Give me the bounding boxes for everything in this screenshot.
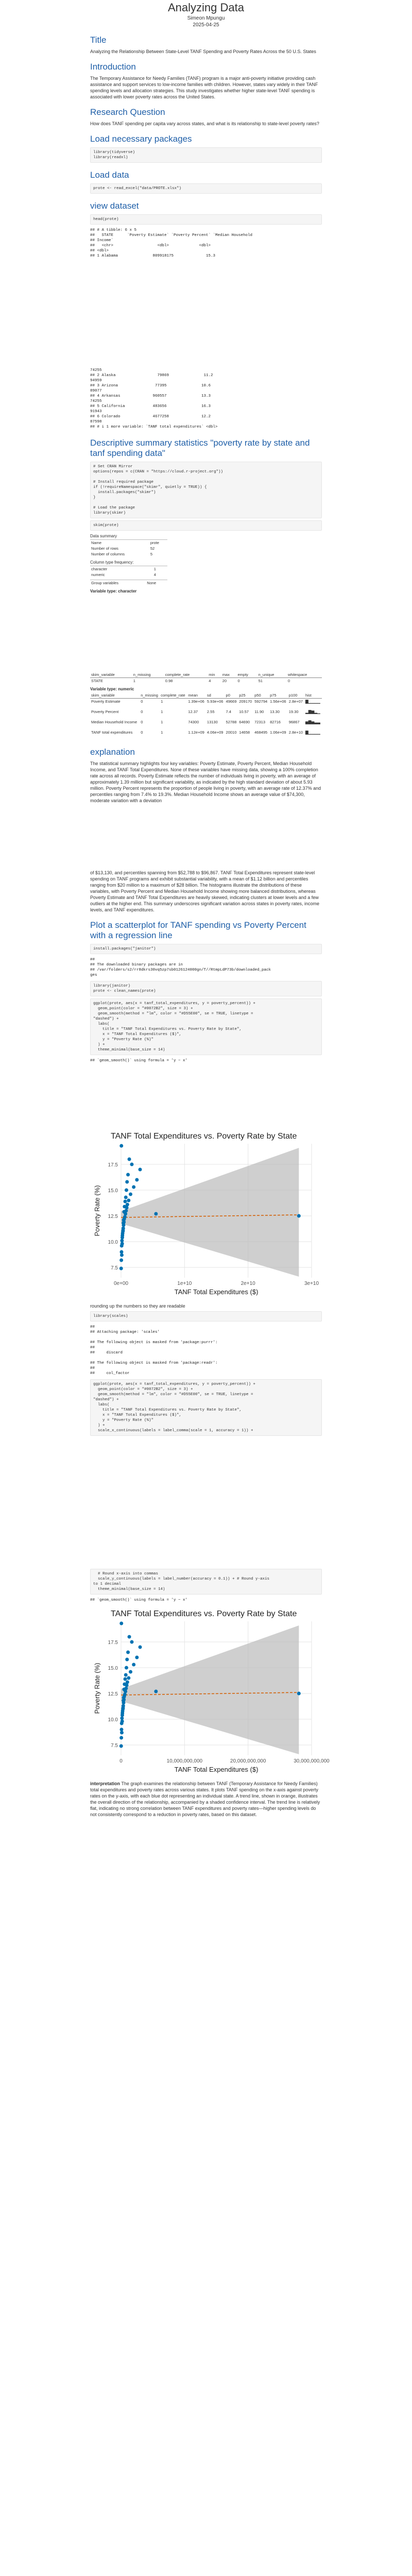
- table-row: [90, 730, 322, 740]
- column-header: hist: [304, 692, 322, 699]
- column-header: p100: [288, 692, 304, 699]
- column-header: skim_variable: [90, 692, 140, 699]
- blank-space: [90, 1438, 322, 1567]
- table-cell: 209170: [239, 699, 252, 704]
- data-point: [154, 1690, 158, 1693]
- column-header: p50: [253, 692, 269, 699]
- data-point: [119, 1736, 123, 1740]
- table-cell: 5.93e+06: [207, 699, 224, 704]
- data-point: [154, 1212, 158, 1216]
- group-variables-table: [90, 580, 167, 586]
- data-point: [125, 1666, 128, 1670]
- table-cell: 592794: [254, 699, 268, 704]
- data-point: [121, 1242, 124, 1246]
- table-cell: 0: [141, 720, 143, 724]
- code-output: ## `geom_smooth()` using formula = 'y ~ x': [90, 1059, 188, 1063]
- table-row: [90, 540, 167, 546]
- data-point: [124, 1673, 128, 1677]
- table-cell: 1: [133, 679, 135, 683]
- author: Simeon Mpungu: [187, 15, 225, 21]
- table-cell: 1: [153, 567, 156, 571]
- data-point: [125, 1658, 129, 1662]
- table-cell: 4.06e+09: [207, 730, 224, 735]
- data-point: [123, 1205, 126, 1209]
- data-point: [119, 1622, 123, 1625]
- chart-title: TANF Total Expenditures vs. Poverty Rate by State: [111, 1609, 297, 1618]
- data-point: [119, 1267, 123, 1270]
- table-cell: STATE: [91, 679, 104, 683]
- section-explanation-heading: explanation: [90, 747, 135, 757]
- data-point: [122, 1210, 126, 1214]
- data-summary-label: Data summary: [90, 534, 117, 538]
- table-row: [90, 572, 167, 578]
- column-header: complete_rate: [160, 692, 187, 699]
- data-point: [139, 1168, 142, 1172]
- research-question-paragraph: How does TANF spending per capita vary across states, and what is its relationship to state-level poverty rates?: [90, 121, 319, 126]
- interpretation-paragraph: [90, 1781, 322, 1818]
- data-point: [121, 1234, 124, 1238]
- code-output: ## ## The downloaded binary packages are in ## /var/folders/s2/rr8dkrs30vq5zp7sb0126124000gn/T//RtmpLdP73b/downloaded_pack ges: [90, 958, 271, 977]
- section-plot-heading: Plot a scatterplot for TANF spending vs Poverty Percent with a regression line: [90, 920, 306, 940]
- code-block[interactable]: ggplot(prote, aes(x = tanf_total_expenditures, y = poverty_percent)) + geom_point(color = "#0072B2", size = 3) + geom_smooth(method = "lm", color = "#D55E00", se = TRUE, linetype = "dashed") + labs( title = "TANF Total Expenditures vs. Poverty Rate by State", x = "TANF Total Expenditures ($)", y = "Poverty Rate (%)" ) + theme_minimal(base_size = 14): [90, 998, 322, 1055]
- data-point: [121, 1711, 124, 1715]
- column-header: complete_rate: [164, 672, 208, 678]
- table-cell: ▂▇▆▂▁: [305, 709, 320, 714]
- data-point: [124, 1677, 127, 1681]
- explanation-paragraph: The statistical summary highlights four key variables: Poverty Estimate, Poverty Percent, Median Household Income, and TANF Total Expenditures. None of these variables have missing data, showing a 100% completion rate across all records. Poverty Estimate reflects the number of individuals living in poverty, with an average of approximately 1.39 million but significant variability, as indicated by the high standard deviation of about 5.93 million. Poverty Percent represents the proportion of people living in poverty, with an average rate of 12.37% and percentiles ranging from 7.4% to 19.3%. Median Household Income shows an average value of $74,300, moderate variation with a deviation: [90, 761, 321, 803]
- code-block[interactable]: install.packages("janitor"): [90, 944, 322, 954]
- confidence-band: [121, 1148, 299, 1277]
- scatter-chart-formatted: [90, 1606, 330, 1776]
- data-point: [132, 1663, 135, 1667]
- y-tick-label: 7.5: [111, 1265, 118, 1271]
- x-axis-label: TANF Total Expenditures ($): [174, 1766, 259, 1773]
- table-cell: 4: [209, 679, 211, 683]
- table-cell: Number of rows: [91, 546, 118, 551]
- code-block[interactable]: head(prote): [90, 214, 322, 225]
- table-row: [90, 699, 322, 709]
- table-cell: 72313: [254, 720, 265, 724]
- table-cell: 4: [153, 572, 156, 577]
- data-point: [120, 1239, 124, 1243]
- blank-space: [90, 262, 322, 365]
- table-cell: 1.39e+06: [188, 699, 204, 704]
- date: 2025-04-25: [193, 22, 219, 28]
- confidence-band: [121, 1625, 299, 1754]
- column-header: n_missing: [140, 692, 160, 699]
- data-point: [121, 1229, 125, 1232]
- data-point: [122, 1218, 126, 1222]
- table-cell: 12.37: [188, 709, 198, 714]
- section-load-data-heading: Load data: [90, 170, 129, 180]
- y-tick-label: 17.5: [108, 1162, 118, 1168]
- data-point: [122, 1699, 125, 1703]
- section-descriptive-heading: Descriptive summary statistics "poverty rate by state and tanf spending data": [90, 438, 310, 458]
- table-cell: Median Household Income: [91, 720, 138, 724]
- section-introduction-heading: Introduction: [90, 62, 136, 72]
- column-type-label: Column type frequency:: [90, 560, 134, 565]
- data-point: [121, 1720, 124, 1723]
- data-point: [123, 1683, 126, 1686]
- data-point: [121, 1706, 125, 1710]
- introduction-paragraph: The Temporary Assistance for Needy Families (TANF) program is a major anti-poverty initiative providing cash assistance and support services to low-income families with children. However, states vary widely in their TANF spending levels and allocation strategies. This study investigates whether higher state-level TANF spending is associated with lower poverty rates across the United States.: [90, 76, 318, 99]
- blank-space: [90, 806, 322, 868]
- data-point: [129, 1670, 132, 1674]
- data-point: [124, 1196, 128, 1199]
- data-point: [135, 1178, 139, 1182]
- table-cell: character: [91, 567, 108, 571]
- data-point: [120, 1731, 124, 1735]
- y-tick-label: 12.5: [108, 1691, 118, 1697]
- y-tick-label: 10.0: [108, 1240, 118, 1245]
- data-point: [125, 1189, 128, 1192]
- explanation-paragraph-continued: of $13,130, and percentiles spanning from $52,788 to $96,867. TANF Total Expenditures represent state-level spending on TANF programs and exhibit substantial variability, with a mean of $1.12 billion and percentiles ranging from $20 million to a maximum of $28 billion. The histograms illustrate the distributions of these variables, with Poverty Percent and Median Household Income showing more balanced distributions, whereas Poverty Estimate and TANF Total Expenditures are heavily skewed, indicating clusters at lower levels and a few outliers at the higher end. This summary underscores significant variation across states in poverty rates, income levels, and TANF expenditures.: [90, 870, 320, 912]
- table-cell: 1: [161, 699, 163, 704]
- table-row: [90, 546, 167, 551]
- table-cell: 0: [141, 730, 143, 735]
- table-cell: 1.12e+09: [188, 730, 204, 735]
- table-cell: 20010: [226, 730, 237, 735]
- y-axis-label: Poverty Rate (%): [93, 1185, 101, 1236]
- title-paragraph: Analyzing the Relationship Between State-Level TANF Spending and Poverty Rates Across the 50 U.S. States: [90, 49, 316, 54]
- numeric-variable-table: [90, 692, 322, 740]
- data-point: [130, 1640, 133, 1644]
- code-block[interactable]: library(tidyverse) library(readxl): [90, 147, 322, 163]
- group-label: Group variables: [91, 581, 118, 585]
- table-cell: prote: [150, 540, 159, 545]
- character-variable-table: [90, 672, 322, 684]
- column-header: p0: [225, 692, 238, 699]
- data-point: [139, 1646, 142, 1649]
- table-cell: ▇▁▁▁▁: [305, 730, 320, 735]
- column-header: skim_variable: [90, 672, 132, 678]
- data-point: [124, 1200, 127, 1204]
- table-cell: 10.57: [239, 709, 249, 714]
- data-point: [119, 1728, 123, 1732]
- table-cell: 468495: [254, 730, 268, 735]
- chart-title: TANF Total Expenditures vs. Poverty Rate by State: [111, 1132, 297, 1141]
- y-tick-label: 12.5: [108, 1214, 118, 1219]
- data-point: [135, 1656, 139, 1659]
- x-tick-label: 2e+10: [241, 1281, 255, 1286]
- data-point: [122, 1222, 125, 1225]
- table-cell: 7.4: [226, 709, 231, 714]
- code-output: ## # A tibble: 6 x 5 ## STATE `Poverty Estimate` `Poverty Percent` `Median Household ## Income` ## <chr> <dbl> <dbl> ## <dbl> ## 1 Alabama 809918175 15.3: [90, 228, 253, 258]
- data-point: [120, 1717, 124, 1720]
- table-row: [90, 551, 167, 557]
- table-cell: 51: [258, 679, 263, 683]
- table-row: [90, 719, 322, 730]
- data-point: [125, 1180, 129, 1184]
- column-header: sd: [206, 692, 225, 699]
- column-header: p75: [269, 692, 288, 699]
- interpretation-label: interpretation: [90, 1781, 121, 1786]
- data-point: [126, 1651, 130, 1654]
- column-header: p25: [238, 692, 253, 699]
- table-cell: 14658: [239, 730, 250, 735]
- code-block[interactable]: library(janitor) prote <- clean_names(prote): [90, 981, 322, 996]
- variable-type-numeric-label: Variable type: numeric: [90, 687, 134, 691]
- y-tick-label: 15.0: [108, 1188, 118, 1194]
- blank-space: [90, 595, 322, 672]
- table-cell: 19.30: [288, 709, 299, 714]
- table-cell: 2.8e+07: [288, 699, 303, 704]
- table-cell: 49669: [226, 699, 237, 704]
- data-point: [122, 1696, 126, 1700]
- y-axis-label: Poverty Rate (%): [93, 1663, 101, 1714]
- table-cell: 82716: [270, 720, 281, 724]
- x-tick-label: 0e+00: [113, 1281, 129, 1286]
- code-output: ## ## Attaching package: 'scales' ## The following object is masked from 'package:purrr': ## ## discard ## The following object is masked from 'package:readr': ## ## col_factor: [90, 1325, 218, 1376]
- data-point: [128, 1158, 131, 1161]
- table-cell: 20: [222, 679, 227, 683]
- table-cell: 11.90: [254, 709, 264, 714]
- column-header: empty: [237, 672, 258, 678]
- x-tick-label: 20,000,000,000: [230, 1758, 266, 1764]
- section-load-packages-heading: Load necessary packages: [90, 134, 192, 144]
- x-tick-label: 10,000,000,000: [166, 1758, 203, 1764]
- section-view-dataset-heading: view dataset: [90, 201, 139, 211]
- table-cell: 5: [150, 552, 153, 556]
- table-cell: 1: [161, 709, 163, 714]
- x-tick-label: 30,000,000,000: [294, 1758, 330, 1764]
- x-tick-label: 1e+10: [177, 1281, 192, 1286]
- data-point: [128, 1635, 131, 1639]
- table-cell: Name: [91, 540, 102, 545]
- data-point: [126, 1173, 130, 1177]
- table-cell: 2.8e+10: [288, 730, 303, 735]
- column-header: max: [221, 672, 237, 678]
- group-value: None: [147, 581, 157, 585]
- table-cell: 52: [150, 546, 155, 551]
- document: [90, 0, 330, 1818]
- code-output: ## `geom_smooth()` using formula = 'y ~ x': [90, 1598, 188, 1602]
- code-block[interactable]: # Set CRAN Mirror options(repos = c(CRAN = "https://cloud.r-project.org")) # Install required package if (!requireNamespace("skimr", quietly = TRUE)) { install.packages("skimr") } # Load the package library(skimr): [90, 462, 322, 518]
- y-tick-label: 15.0: [108, 1666, 118, 1671]
- table-cell: 0: [237, 679, 240, 683]
- code-output: 74255 ## 2 Alaska 79869 11.2 94959 ## 3 Arizona 77395 10.6 89077 ## 4 Arkansas 960557 13.3 74255 ## 5 California 483656 16.3 91943 ## 6 Colorado 4677258 12.2 87598 ## # i 1 more variable: `TANF total expenditures` <dbl>: [90, 368, 218, 429]
- table-cell: 1.56e+06: [270, 699, 286, 704]
- data-point: [297, 1214, 301, 1218]
- data-point: [119, 1744, 123, 1748]
- table-cell: 1: [161, 720, 163, 724]
- data-point: [130, 1163, 133, 1166]
- table-cell: 1.06e+09: [270, 730, 286, 735]
- table-cell: 0: [141, 709, 143, 714]
- table-cell: 96867: [288, 720, 300, 724]
- rounding-note: rounding up the numbers so they are readable: [90, 1303, 185, 1309]
- column-header: mean: [187, 692, 206, 699]
- scatter-chart: [90, 1128, 322, 1298]
- code-block[interactable]: prote <- read_excel("data/PROTE.xlsx"): [90, 183, 322, 194]
- column-header: n_missing: [132, 672, 164, 678]
- table-row: [90, 709, 322, 719]
- code-block[interactable]: # Round x-axis into commas scale_y_continuous(labels = label_number(accuracy = 0.1)) + # Round y-axis to 1 decimal theme_minimal(base_size = 14): [90, 1569, 322, 1595]
- x-axis-label: TANF Total Expenditures ($): [174, 1288, 259, 1296]
- table-cell: 0.98: [165, 679, 173, 683]
- table-row: [90, 566, 167, 572]
- blank-space: [90, 1066, 322, 1128]
- section-research-question-heading: Research Question: [90, 107, 165, 117]
- table-cell: 0: [141, 699, 143, 704]
- y-tick-label: 10.0: [108, 1717, 118, 1723]
- data-point: [123, 1215, 127, 1219]
- column-type-table: [90, 566, 167, 578]
- data-point: [129, 1193, 132, 1196]
- table-cell: ▇▁▁▁▁: [305, 699, 320, 704]
- data-point: [127, 1676, 130, 1680]
- x-tick-label: 0: [119, 1758, 123, 1764]
- column-header: n_unique: [258, 672, 287, 678]
- table-cell: 74300: [188, 720, 199, 724]
- data-point: [132, 1185, 135, 1189]
- table-cell: ▅▇▅▃▃: [305, 720, 320, 724]
- code-block[interactable]: skim(prote): [90, 520, 322, 531]
- column-header: min: [208, 672, 221, 678]
- table-cell: 13.30: [270, 709, 280, 714]
- table-cell: 0: [287, 679, 290, 683]
- data-point: [119, 1144, 123, 1148]
- data-point: [297, 1692, 301, 1696]
- x-tick-label: 3e+10: [304, 1281, 319, 1286]
- table-cell: 13130: [207, 720, 218, 724]
- table-cell: Poverty Estimate: [91, 699, 121, 704]
- table-cell: TANF total expenditures: [91, 730, 133, 735]
- code-block[interactable]: library(scales): [90, 1311, 322, 1321]
- code-block[interactable]: ggplot(prote, aes(x = tanf_total_expenditures, y = poverty_percent)) + geom_point(color = "#0072B2", size = 3) + geom_smooth(method = "lm", color = "#D55E00", se = TRUE, linetype = "dashed") + labs( title = "TANF Total Expenditures vs. Poverty Rate by State", x = "TANF Total Expenditures ($)", y = "Poverty Rate (%)" ) + scale_x_continuous(labels = label_comma(scale = 1, accuracy = 1)) +: [90, 1379, 322, 1436]
- table-cell: 64690: [239, 720, 250, 724]
- table-cell: numeric: [91, 572, 105, 577]
- section-title-heading: Title: [90, 35, 107, 45]
- column-header: whitespace: [287, 672, 322, 678]
- data-point: [119, 1259, 123, 1262]
- data-summary-table: [90, 539, 167, 557]
- interpretation-text: The graph examines the relationship between TANF (Temporary Assistance for Needy Families) total expenditures and poverty rates across various states. It plots TANF spending on the x-axis against poverty rates on the y-axis, with each blue dot representing an individual state. A trend line, shown in orange, illustrates the overall direction of the relationship, accompanied by a shaded confidence interval. The trend line is relatively flat, indicating no strong correlation between TANF expenditures and poverty rates—higher spending levels do not consistently correspond to a reduction in poverty rates, based on this dataset.: [90, 1781, 320, 1817]
- table-cell: 1: [161, 730, 163, 735]
- data-point: [122, 1688, 126, 1691]
- y-tick-label: 7.5: [111, 1743, 118, 1749]
- page-title: Analyzing Data: [168, 1, 244, 14]
- data-point: [119, 1250, 123, 1254]
- data-point: [123, 1693, 127, 1697]
- table-cell: Number of columns: [91, 552, 125, 556]
- data-point: [120, 1253, 124, 1257]
- variable-type-character-label: Variable type: character: [90, 589, 137, 594]
- table-cell: Poverty Percent: [91, 709, 119, 714]
- y-tick-label: 17.5: [108, 1640, 118, 1646]
- table-cell: 52788: [226, 720, 237, 724]
- table-cell: 2.55: [207, 709, 215, 714]
- data-point: [127, 1199, 130, 1202]
